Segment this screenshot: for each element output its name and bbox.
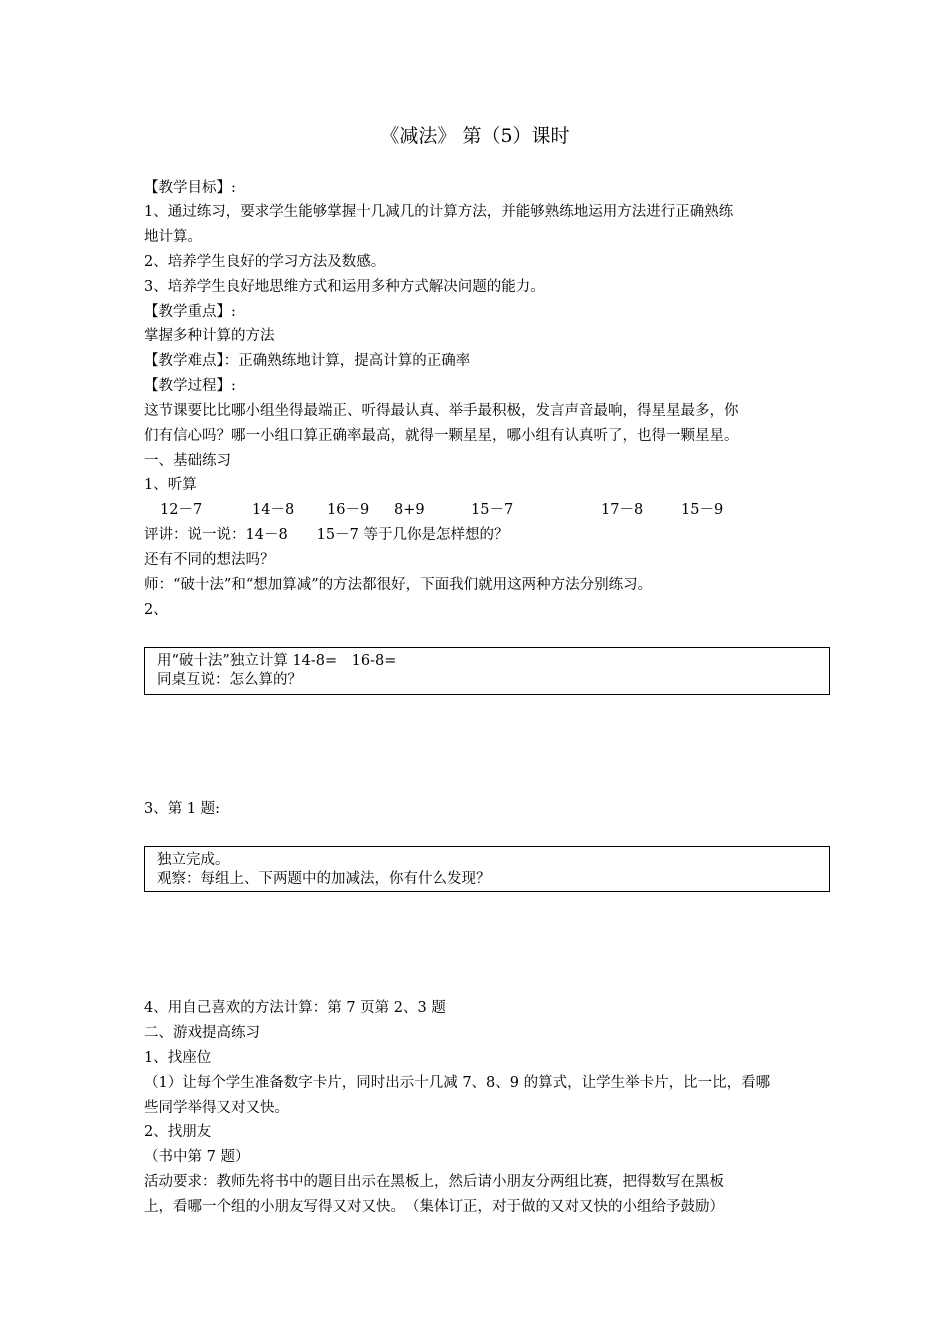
game-2-line-2: 上，看哪一个组的小朋友写得又对又快。 （集体订正，对于做的又对又快的小组给予鼓励） [144, 1199, 724, 1215]
exercise-box-1 [144, 647, 830, 695]
item-2-label: 2、 [144, 602, 168, 618]
box-1-line-2: 同桌互说：怎么算的？ [157, 672, 302, 688]
listen-heading: 1、听算 [144, 477, 197, 493]
key-point-heading: 【教学重点】: [144, 304, 236, 320]
item-3-label: 3、第 1 题: [144, 801, 221, 817]
item-4-line: 4、用自己喜欢的方法计算：第 7 页第 2、3 题 [144, 1000, 446, 1016]
process-intro-line-1: 这节课要比比哪小组坐得最端正、听得最认真、举手最积极，发言声音最响，得星星最多，你 [144, 403, 739, 419]
game-2-line-1: 活动要求：教师先将书中的题目出示在黑板上，然后请小朋友分两组比赛，把得数写在黑板 [144, 1174, 724, 1190]
box-1-line-1: 用“破十法”独立计算 14-8= 16-8= [157, 653, 397, 669]
goal-item-2: 2、培养学生良好的学习方法及数感。 [144, 254, 386, 270]
goal-item-3: 3、培养学生良好地思维方式和运用多种方式解决问题的能力。 [144, 279, 545, 295]
section-basic-practice: 一、基础练习 [144, 453, 231, 469]
key-point-text: 掌握多种计算的方法 [144, 328, 275, 344]
process-heading: 【教学过程】: [144, 378, 236, 394]
exercise-box-2 [144, 846, 830, 892]
listen-item: 15－9 [681, 502, 724, 518]
box-2-line-2: 观察：每组上、下两题中的加减法，你有什么发现？ [157, 871, 491, 887]
goal-item-1-line-1: 1、通过练习，要求学生能够掌握十几减几的计算方法，并能够熟练地运用方法进行正确熟练 [144, 204, 734, 220]
game-1-line-1: （1）让每个学生准备数字卡片，同时出示十几减 7、8、9 的算式，让学生举卡片，比一比，看哪 [144, 1075, 771, 1091]
document-title: 《减法》 第（5）课时 [380, 125, 570, 147]
listen-item: 12－7 [160, 502, 203, 518]
listen-item: 8+9 [394, 502, 425, 518]
section-game-practice: 二、游戏提高练习 [144, 1025, 260, 1041]
other-ideas-line: 还有不同的想法吗？ [144, 552, 275, 568]
listen-item: 14－8 [252, 502, 295, 518]
listen-item: 16－9 [327, 502, 370, 518]
game-1-heading: 1、找座位 [144, 1050, 212, 1066]
listen-item: 15－7 [471, 502, 514, 518]
game-2-heading: 2、找朋友 [144, 1124, 212, 1140]
difficulty-line: 【教学难点】：正确熟练地计算，提高计算的正确率 [144, 353, 471, 369]
teacher-line: 师：“破十法”和“想加算减”的方法都很好，下面我们就用这两种方法分别练习。 [144, 577, 653, 593]
goals-heading: 【教学目标】: [144, 180, 236, 196]
game-2-note: （书中第 7 题） [144, 1149, 250, 1165]
goal-item-1-line-2: 地计算。 [144, 229, 202, 245]
listen-item: 17－8 [601, 502, 644, 518]
comment-line: 评讲：说一说：14－8 15－7 等于几你是怎样想的？ [144, 527, 509, 543]
process-intro-line-2: 们有信心吗？哪一小组口算正确率最高，就得一颗星星，哪小组有认真听了，也得一颗星星。 [144, 428, 739, 444]
game-1-line-2: 些同学举得又对又快。 [144, 1100, 289, 1116]
box-2-line-1: 独立完成。 [157, 852, 230, 868]
